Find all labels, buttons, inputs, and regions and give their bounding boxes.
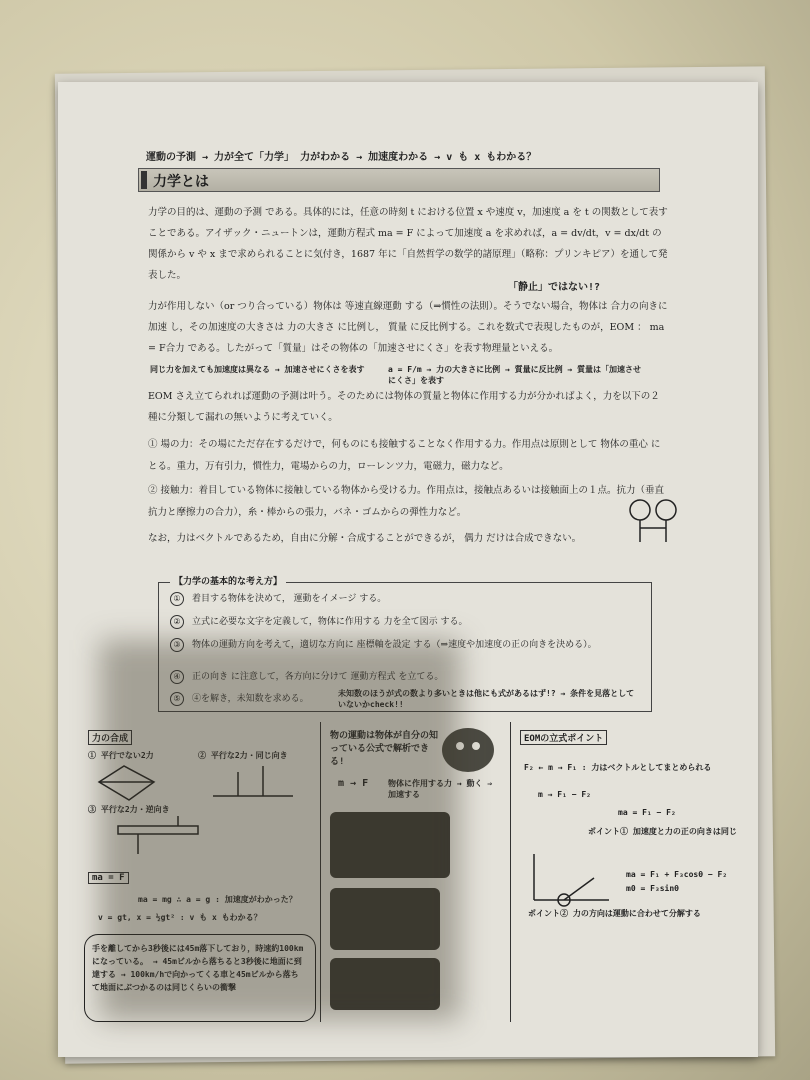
step-1: [170, 592, 650, 606]
sketch-right-item-7: ポイント② 力の方向は運動に合わせて分解する: [528, 909, 701, 918]
sketch-left-eq: ma = F: [88, 872, 129, 884]
sketch-mid-title: 物の運動は物体が自分の知っている公式で解析できる!: [330, 731, 439, 767]
sketch-right-item-1: F₂ ← m → F₁ : 力はベクトルとしてまとめられる: [524, 763, 712, 772]
header-memo: 運動の予測 → 力が全て「力学」 力がわかる → 加速度わかる → v も x もわかる？: [146, 152, 537, 163]
photo-shadow: [100, 640, 460, 1020]
sketch-right-title: EOMの立式ポイント: [520, 730, 607, 745]
handwritten-rest-note: 「静止」ではない!?: [508, 282, 601, 293]
fall-example-text: 手を離してから3秒後には45m落下しており，時速約100kmになっている。 → 45mビルから落ちると3秒後に地面に到達する → 100km/hで向かってくる車と45mビルから落ちて地面にぶつかるのは同じくらいの衝撃: [92, 944, 304, 992]
sketch-right-item-3: ma = F₁ − F₂: [618, 808, 676, 817]
sketch-left-item-3: ③ 平行な2力・逆向き: [88, 805, 170, 814]
step-4-text: 正の向き に注意して，各方向に分けて 運動方程式 を立てる。: [192, 672, 444, 682]
contact-force-item: [148, 480, 668, 524]
sketch-mid-eq: m → F: [338, 778, 369, 789]
step-3-text: 物体の運動方向を考えて，適切な方向に 座標軸を設定 する（⇒速度や加速度の正の向きを決める）。: [192, 640, 597, 650]
sketch-left-item-2: ② 平行な2力・同じ向き: [198, 751, 288, 760]
step-3-number: ③: [170, 638, 184, 652]
vector-note: なお，力はベクトルであるため，自由に分解・合成することができるが， 偶力 だけは合成できない。: [148, 533, 582, 544]
contact-force-text: 接触力：着目している物体に接触している物体から受ける力。作用点は，接触点あるいは接触面上の１点。抗力（垂直抗力と摩擦力の合力），糸・棒からの張力，バネ・ゴムからの弾性力など。: [148, 485, 665, 518]
eom-paragraph: EOM さえ立てられれば運動の予測は叶う。そのためには物体の質量と物体に作用する力が分かればよく，力を以下の２種に分類して漏れの無いように考えていく。: [148, 391, 660, 423]
handwritten-mass-note: 同じ力を加えても加速度は異なる → 加速させにくさを表す: [150, 365, 365, 374]
sketch-right-item-5: ma = F₁ + F₃cosθ − F₂: [626, 870, 728, 879]
sketch-right-item-6: m0 = F₃sinθ: [626, 884, 679, 893]
step-2: [170, 615, 650, 629]
sketch-left-note-2: v = gt, x = ½gt² : v も x もわかる？: [98, 913, 262, 922]
sketch-right-item-4: ポイント① 加速度と力の正の向きは同じ: [588, 827, 737, 836]
sketch-left-title: 力の合成: [88, 730, 132, 745]
step-2-text: 立式に必要な文字を定義して，物体に作用する 力を全て図示 する。: [192, 617, 468, 627]
column-divider-right: [510, 722, 511, 1022]
field-force-item: [148, 434, 668, 478]
step-5-handwritten-note: 未知数のほうが式の数より多いときは他にも式があるはず!? → 条件を見落としていないかcheck!!: [338, 689, 635, 709]
sketch-right-item-2: m → F₁ − F₂: [538, 790, 591, 799]
section-title-bar: [138, 168, 660, 192]
title-marker: [141, 171, 147, 189]
step-5-number: ⑤: [170, 692, 184, 706]
step-1-number: ①: [170, 592, 184, 606]
inertia-paragraph: 力が作用しない（or つり合っている）物体は 等速直線運動 する（⇒慣性の法則）。そうでない場合，物体は 合力の向きに加速 し，その加速度の大きさは 力の大きさ に比例し， 質量 に反比例する。これを数式で表現したものが，EOM ： ma = F合力 である。したがって「質量」はその物体の「加速させにくさ」を表す物理量といえる。: [148, 301, 668, 354]
sketch-left-item-1: ① 平行でない2力: [88, 751, 154, 760]
axes-sketch: [524, 848, 614, 908]
sketch-mid-note: 物体に作用する力 → 動く ⇒ 加速する: [388, 779, 493, 799]
stick-figure-sketch: [618, 492, 688, 552]
contact-force-number: ②: [148, 485, 158, 496]
section-title: 力学とは: [153, 174, 209, 190]
step-2-number: ②: [170, 615, 184, 629]
sketch-left-note: ma = mg ∴ a = g : 加速度がわかった？: [138, 895, 297, 904]
handwritten-formula-note: a = F/m → 力の大きさに比例 → 質量に反比例 → 質量は「加速させにくさ」を表す: [388, 365, 642, 385]
intro-paragraph: 力学の目的は、運動の予測 である。具体的には，任意の時刻 t における位置 x や速度 v，加速度 a を t の関数として表すことである。アイザック・ニュートンは，運動方程式 ma = F によって加速度 a を求めれば，a = dv/dt，v = dx/dt の関係から v や x まで求められることに気付き，1687 年に「自然哲学の数学的諸原理」（略称：プリンキピア）を通して発表した。: [148, 207, 668, 281]
step-5-text: ④を解き，未知数を求める。: [192, 694, 309, 704]
field-force-text: 場の力：その場にただ存在するだけで，何ものにも接触することなく作用する力。作用点は原則として 物体の重心 にとる。重力，万有引力，慣性力，電場からの力，ローレンツ力，電磁力，磁力など。: [148, 439, 661, 472]
field-force-number: ①: [148, 439, 158, 450]
step-1-text: 着目する物体を決めて， 運動をイメージ する。: [192, 594, 387, 604]
basic-approach-title: 【力学の基本的な考え方】: [170, 574, 286, 587]
step-4-number: ④: [170, 670, 184, 684]
